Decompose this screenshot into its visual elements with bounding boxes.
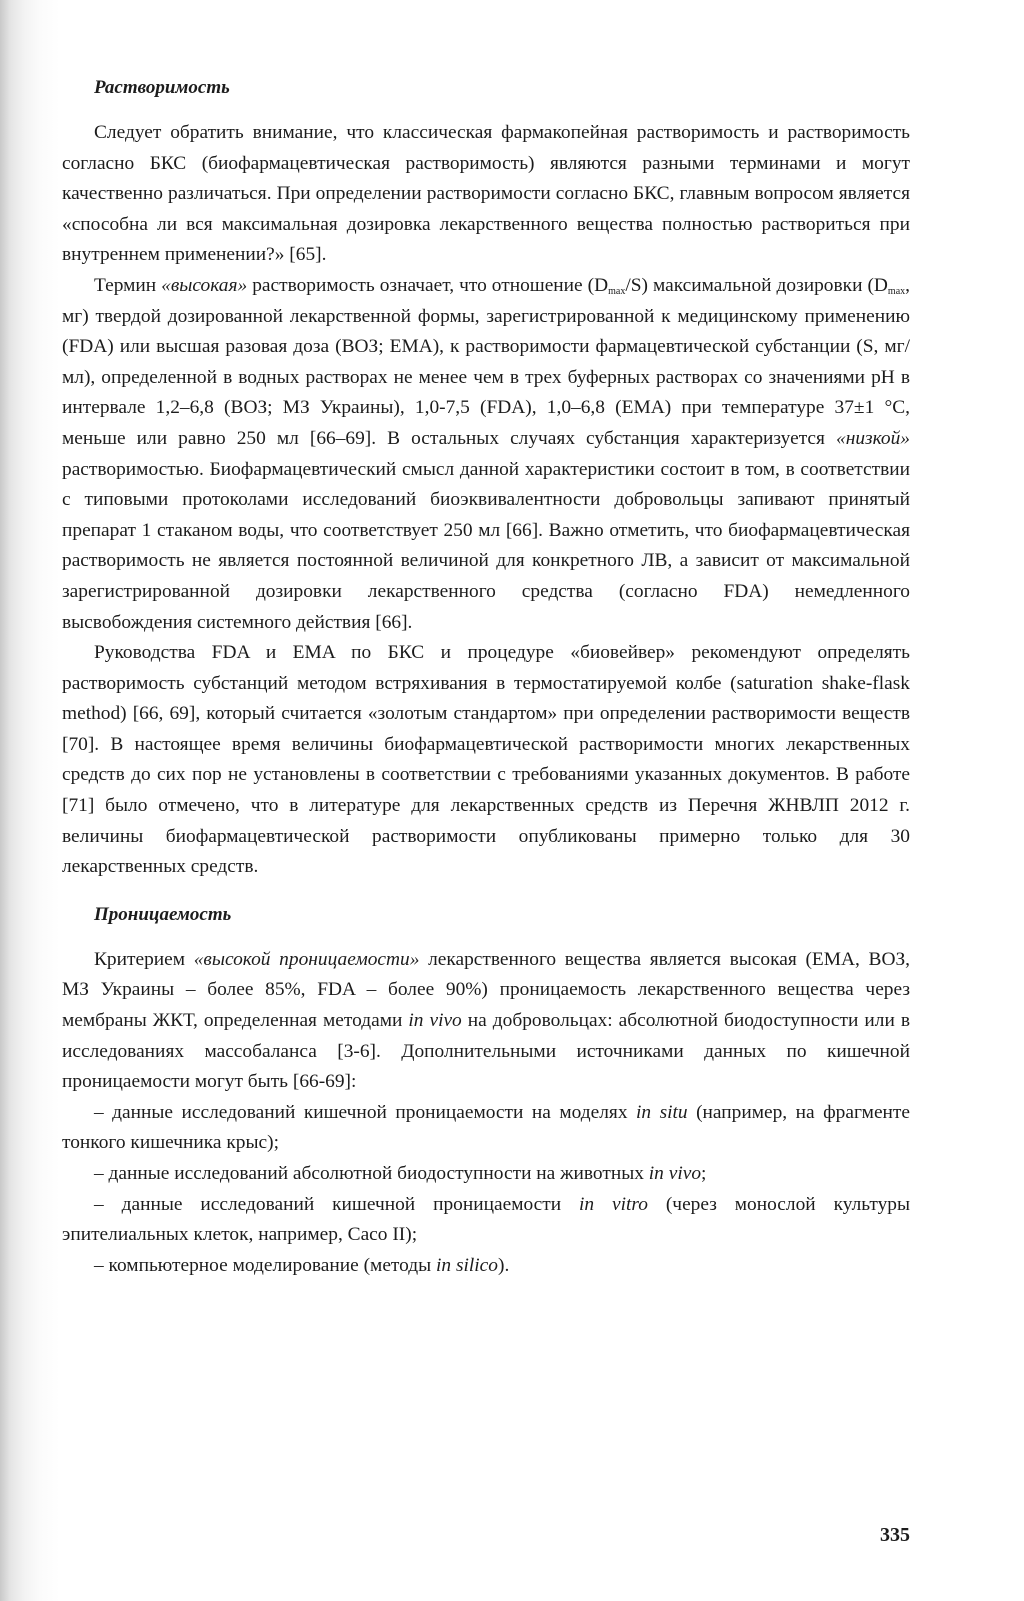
- emphasis: in vivo: [408, 1010, 462, 1032]
- emphasis: in situ: [636, 1101, 688, 1123]
- emphasis: in vivo: [648, 1163, 702, 1184]
- paragraph: Руководства FDA и EMA по БКС и процедуре «биовейвер» рекомендуют определять растворимость субстанций методом встряхивания в термостатируемой колбе (saturation shake-flask method) [66, 69], который считается «золотым стандартом» при определении растворимости веществ [70]. В настоящее время величины биофармацевтической растворимости многих лекарственных средств до сих пор не установлены в соответствии с требованиями указанных документов. В работе [71] было отмечено, что в литературе для лекарственных средств из Перечня ЖНВЛП 2012 г. величины биофармацевтической растворимости опубликованы примерно только для 30 лекарственных средств.: [62, 642, 910, 878]
- list-item: – данные исследований кишечной проницаемости на моделях in situ (например, на фрагменте тонкого кишечника крыс);: [62, 1101, 911, 1154]
- section-heading-permeability: Проницаемость: [94, 903, 232, 925]
- paragraph: Критерием «высокой проницаемости» лекарственного вещества является высокая (ЕМА, ВОЗ, МЗ Украины – более 85%, FDA – более 90%) проницаемость лекарственного вещества через мембраны ЖКТ, определенная методами in vivo на добровольцах: абсолютной биодоступности или в исследованиях массобаланса [3-6]. Дополнительными источниками данных по кишечной проницаемости могут быть [66-69]:: [62, 948, 911, 1093]
- subscript: max: [608, 285, 626, 297]
- source-list: [62, 1098, 910, 1282]
- page-number: 335: [880, 1524, 910, 1546]
- section-heading-solubility: Растворимость: [94, 77, 230, 98]
- list-item: – данные исследований кишечной проницаемости in vitro (через монослой культуры эпителиальных клеток, например, Caco II);: [62, 1193, 910, 1246]
- list-item: – данные исследований абсолютной биодоступности на животных in vivo;: [94, 1163, 707, 1184]
- paragraph: Следует обратить внимание, что классическая фармакопейная растворимость и растворимость согласно БКС (биофармацевтическая растворимость) являются разными терминами и могут качественно различаться. При определении растворимости согласно БКС, главным вопросом является «способна ли вся максимальная дозировка лекарственного вещества полностью раствориться при внутреннем применении?» [65].: [62, 122, 910, 266]
- emphasis: «высокая»: [161, 274, 248, 296]
- subscript: max: [887, 285, 906, 297]
- text-column: [62, 74, 910, 1281]
- paragraph: Термин «высокая» растворимость означает, что отношение $(D_{max}/S)$ максимальной дозировки ($D_{max}$, мг) твердой дозированной лекарственной формы, зарегистрированной к медицинскому применению (FDA) или высшая разовая доза (ВОЗ; EMA), к растворимости фармацевтической субстанции (S, мг/мл), определенной в водных растворах не менее чем в трех буферных растворах со значениями рН в интервале 1,2–6,8 (ВОЗ; МЗ Украины), 1,0-7,5 (FDA), 1,0–6,8 (ЕМА) при температуре 37±1 °С, меньше или равно 250 мл [66–69]. В остальных случаях субстанция характеризуется «низкой» растворимостью. Биофармацевтический смысл данной характеристики состоит в том, в соответствии с типовыми протоколами исследований биоэквивалентности добровольцы запивают принятый препарат 1 стаканом воды, что соответствует 250 мл [66]. Важно отметить, что биофармацевтическая растворимость не является постоянной величиной для конкретного ЛВ, а зависит от максимальной зарегистрированной дозировки лекарственного средства (согласно FDA) немедленного высвобождения системного действия [66].: [62, 274, 910, 633]
- emphasis: in vitro: [579, 1193, 648, 1215]
- emphasis: «низкой»: [836, 427, 910, 449]
- emphasis: in silico: [436, 1254, 498, 1276]
- list-item: – компьютерное моделирование (методы in silico).: [94, 1254, 510, 1276]
- emphasis: «высокой проницаемости»: [193, 948, 420, 970]
